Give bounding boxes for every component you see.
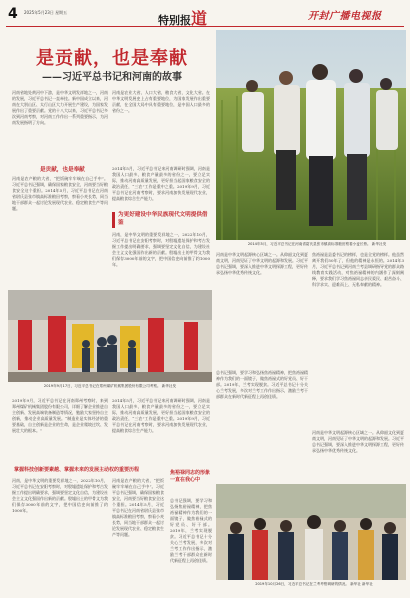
body-text-5: 河南，是中华文明的重要发祥地之一，2022年10月，习近平总书记在安阳考察时，对殷墟遗址保护和考古发掘工作提出明确要求，强调要坚定文化自信，为建设社会主义文化强国作出新的贡献。殷墟出土的甲骨文为我们保存3000年前的文字，把中国信史向前推了约1000年。 <box>112 232 210 267</box>
body-text-3: 河南是农产粮的大省，“把饭碗牢牢端在自己手中”。习近平总书记强调，确保国家粮食安全，河南要当好粮食安全这个重担。2014年5月，习近平总书记在河南省尉氏县张市镇高标准粮田考察，察看小麦长势，同当地干部群众一起讨论发展现代农业、稳定粮食生产等问题。 <box>12 176 108 211</box>
section-char: 道 <box>191 9 208 28</box>
section-title <box>158 6 207 29</box>
caption-wheat-photo: 2014年5月，习近平总书记在河南省尉氏县张市镇高标准粮田察看小麦长势。 新华社发 <box>247 242 387 246</box>
subhead-innovation: 掌握科技创新要素越、掌握未来的发展主动权的重要历程 <box>14 467 140 473</box>
subhead-contribution: 是贡献，也是奉献 <box>40 167 85 173</box>
subhead-bar <box>112 212 115 228</box>
body-text-11: 总书记强调，要学习和弘扬焦裕禄精神，把焦裕禄精神作为我们的一面镜子，做焦裕禄式的好党员、好干部。2019年，兰考实现脱贫。习近平总书记十分关心兰考发展，多次对兰考工作作出指示，激励兰考干部群众在新时代新征程上再创佳绩。 <box>170 498 212 563</box>
body-text-4: 2014年5月，习近平总书记来河南调研时强调，河南是我国人口最多、粮食产量最多的省份之一，要立足实际，推动河南高质量发展，更好担当起国家粮食安全的政治责任，“三农”工作是重中之重。2019年9月，习近平总书记在河南考察时，要求河南加快发展现代农业，提高粮食综合生产能力。 <box>112 166 210 201</box>
body-text-10: 河南是农产粮的大省，“把饭碗牢牢端在自己手中”。习近平总书记强调，确保国家粮食安全，河南要当好粮食安全这个重担。2014年5月，习近平总书记在河南省尉氏县张市镇高标准粮田考察，察看小麦长势，同当地干部群众一起讨论发展现代农业、稳定粮食生产等问题。 <box>112 478 164 537</box>
caption-factory-photo: 2019年9月17日，习近平总书记在郑州煤矿机械集团股份有限公司考察。 新华社发 <box>43 384 177 388</box>
issue-date: 2025年5月23日 星期五 <box>24 10 68 15</box>
body-text-6: 河南是中华文明起源核心区域之一。从仰韶文化到夏商文明，河南见证了中华文明的起源和发展。习近平总书记强调，要深入推进中华文明探源工程，更好传承弘扬中华优秀传统文化。 <box>216 252 308 275</box>
photo-wheat-field <box>216 30 406 240</box>
body-text-7: 2019年9月，习近平总书记在河南郑州考察时，来到郑州煤矿机械集团股份有限公司，详细了解企业推进自主创新、发展高端装备制造等情况，勉励大家坚持自主创新，推动企业高质量发展。“制造业是实体经济的重要基础，自主创新是企业的生命，是企业爬坡过坎、发展壮大的根本。” <box>12 398 108 433</box>
page-number: 4 <box>8 6 18 22</box>
factory-image <box>8 290 212 382</box>
caption-crowd-photo: 2019年10月26日，习近平总书记在兰考考察调研的情况。 新华社 新华社 <box>255 582 373 586</box>
masthead-logo: 开封广播电视报 <box>308 11 382 22</box>
body-text-7b: 2014年5月，习近平总书记来河南调研时强调，河南是我国人口最多、粮食产量最多的省份之一，要立足实际，推动河南高质量发展，更好担当起国家粮食安全的政治责任，“三农”工作是重中之重。2019年9月，习近平总书记在河南考察时，要求河南加快发展现代农业，提高粮食综合生产能力。 <box>112 398 210 433</box>
headline-title: 是贡献，也是奉献 <box>36 48 188 69</box>
photo-factory <box>8 290 212 382</box>
headline-subtitle: ——习近平总书记和河南的故事 <box>42 72 182 83</box>
body-text-8: 焦裕禄是县委书记的榜样，也是全党的榜样。他虽然离开我们50年了，但他的精神是永恒的。2014年3月，习近平总书记到河南兰考县调研指导党的群众路线教育实践活动，对焦裕禄精神的内涵作了深刻阐释，要求我们学习焦裕禄同志亲民爱民、艰苦奋斗、科学求实、迎难而上、无私奉献的精神。 <box>312 252 404 287</box>
subhead-jiaoyulu: 焦裕禄同志的形象一直在我心中 <box>170 470 211 483</box>
subhead-civilization: 为更好建设中华民族现代文明提供借鉴 <box>118 212 208 226</box>
body-text-12: 总书记强调，要学习和弘扬焦裕禄精神，把焦裕禄精神作为我们的一面镜子，做焦裕禄式的好党员、好干部。2019年，兰考实现脱贫。习近平总书记十分关心兰考发展，多次对兰考工作作出指示，激励兰考干部群众在新时代新征程上再创佳绩。 <box>216 370 308 399</box>
wheat-field-image <box>216 30 406 240</box>
body-text-1: 河南省地处黄河中下游，是中华文明发祥地之一，河南的发展，习近平总书记一直牵挂。新中国成立以来，河南在大别山区、太行山区大力开展生产建设，为国家发展作出了重要贡献。党的十八大以来，习近平总书记多次到河南考察，对河南工作作出一系列重要指示，为河南发展指明了方向。 <box>12 90 108 125</box>
body-text-9: 河南，是中华文明的重要发祥地之一，2022年10月，习近平总书记在安阳考察时，对殷墟遗址保护和考古发掘工作提出明确要求，强调要坚定文化自信，为建设社会主义文化强国作出新的贡献。殷墟出土的甲骨文为我们保存3000年前的文字，把中国信史向前推了约1000年。 <box>12 478 108 513</box>
body-text-2: 河南是农业大省、人口大省，粮食大省，文化大省。在中华文明发展史上占有重要地位，为国家发展作出重要贡献，在全国大局中具有重要地位，是中国人口最多的省份之一。 <box>112 90 210 113</box>
crowd-image <box>216 484 406 580</box>
photo-crowd <box>216 484 406 580</box>
section-prefix: 特别报 <box>158 14 191 27</box>
body-text-13: 河南是中华文明起源核心区域之一。从仰韶文化到夏商文明，河南见证了中华文明的起源和发展。习近平总书记强调，要深入推进中华文明探源工程，更好传承弘扬中华优秀传统文化。 <box>312 430 404 453</box>
